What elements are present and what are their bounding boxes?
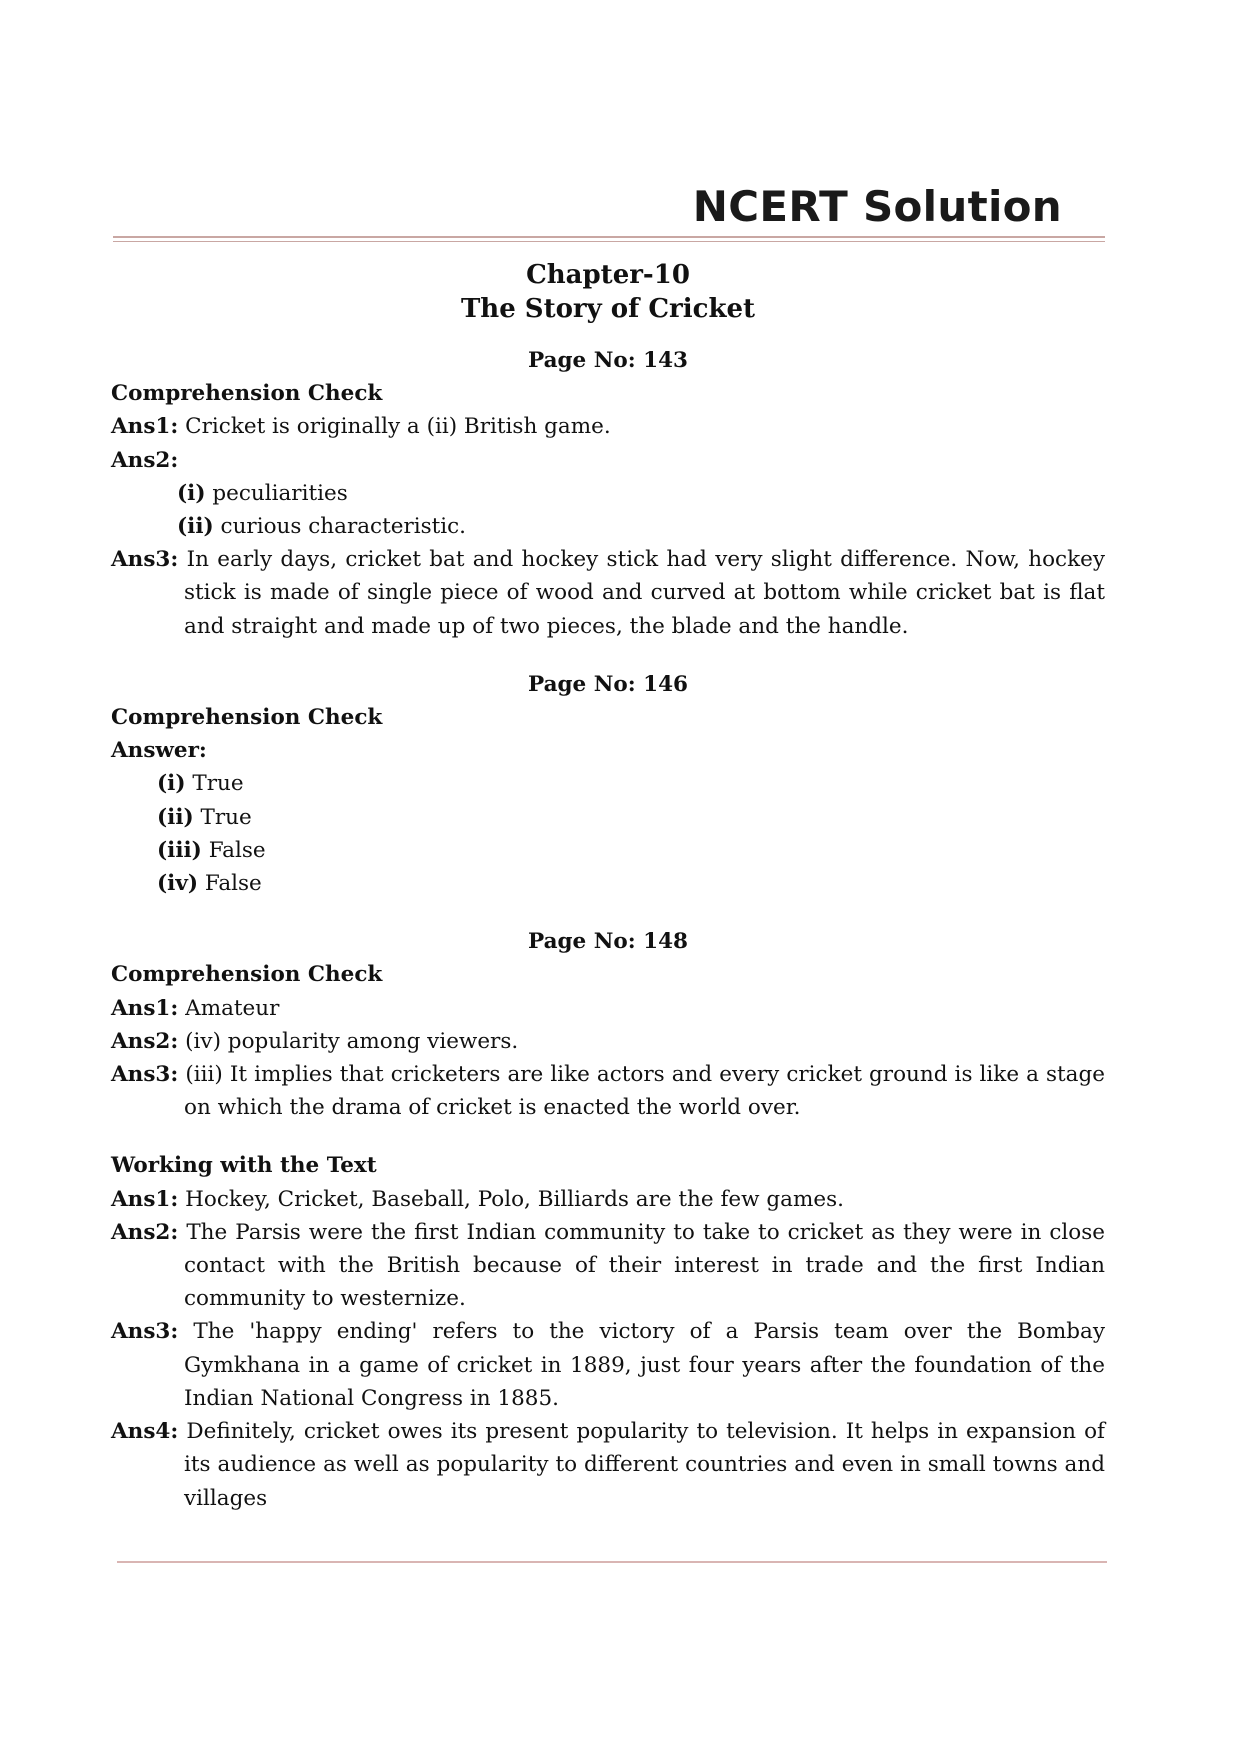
section-heading: Comprehension Check (111, 705, 383, 731)
header-rule (113, 236, 1105, 238)
answer-1 (111, 1183, 1105, 1216)
answer-3 (111, 543, 1105, 643)
item-label: (ii) (157, 804, 194, 830)
answer-label: Ans4: (111, 1419, 179, 1445)
item-text: peculiarities (212, 480, 348, 506)
content (111, 258, 1105, 1515)
item-text: curious characteristic. (220, 514, 467, 540)
list-item (111, 834, 1105, 867)
answer-text: The 'happy ending' refers to the victory of a Parsis team over the Bombay Gymkhana in a game of cricket in 1889, just four years after the foundation of the Indian National Congress in 1885. (184, 1319, 1105, 1411)
list-item (111, 767, 1105, 800)
answer-label: Ans3: (111, 1319, 179, 1345)
item-label: (iv) (157, 871, 199, 897)
answer-4 (111, 1415, 1105, 1515)
item-text: True (192, 771, 244, 797)
page-number-146: Page No: 146 (527, 671, 688, 697)
answer-label: Ans2: (111, 1028, 179, 1054)
section-heading: Comprehension Check (111, 381, 383, 407)
answer-label: Ans1: (111, 414, 179, 440)
answer-text: Definitely, cricket owes its present popularity to television. It helps in expansion of its audience as well as popularity to different countries and even in small towns and villages (184, 1419, 1105, 1511)
answer-label: Ans1: (111, 1186, 179, 1212)
answer-label: Ans2: (111, 1219, 179, 1245)
chapter-number: Chapter-10 (526, 260, 690, 290)
header-rule-thin (113, 241, 1105, 242)
footer-rule (117, 1561, 1107, 1563)
list-item (111, 477, 1105, 510)
item-text: True (200, 804, 252, 830)
section-heading: Working with the Text (111, 1153, 377, 1179)
item-text: False (204, 871, 262, 897)
answer-label: Ans1: (111, 995, 179, 1021)
page-number-143: Page No: 143 (527, 348, 688, 373)
item-label: (i) (177, 480, 206, 506)
answer-label: Ans2: (111, 447, 179, 473)
answer-2 (111, 1216, 1105, 1316)
answer-1 (111, 410, 1105, 443)
list-item (111, 510, 1105, 543)
answer-2 (111, 1025, 1105, 1058)
list-item (111, 867, 1105, 900)
answer-label: Answer: (111, 738, 207, 764)
section-heading: Comprehension Check (111, 962, 383, 988)
item-label: (i) (157, 771, 186, 797)
item-label: (iii) (157, 837, 202, 863)
answer-1 (111, 992, 1105, 1025)
answer-text: Amateur (185, 995, 280, 1021)
item-text: False (208, 837, 266, 863)
answer-text: In early days, cricket bat and hockey stick had very slight difference. Now, hockey stick is made of single piece of wood and curved at bottom while cricket bat is flat and straight and made up of two pieces, the blade and the handle. (184, 547, 1105, 639)
item-label: (ii) (177, 514, 214, 540)
answer-label: Ans3: (111, 547, 179, 573)
answer-text: Hockey, Cricket, Baseball, Polo, Billiards are the few games. (185, 1186, 844, 1212)
answer-3 (111, 1058, 1105, 1124)
list-item (111, 801, 1105, 834)
answer-2 (111, 444, 1105, 477)
answer-label: Ans3: (111, 1062, 179, 1088)
answer-text: The Parsis were the first Indian community to take to cricket as they were in close contact with the British because of their interest in trade and the first Indian community to westernize. (184, 1219, 1105, 1312)
answer-3 (111, 1315, 1105, 1415)
page-number-148: Page No: 148 (527, 929, 688, 955)
chapter-title: The Story of Cricket (460, 294, 756, 324)
answer-text: Cricket is originally a (ii) British game. (185, 414, 611, 440)
answer-text: (iv) popularity among viewers. (185, 1028, 519, 1054)
brand-title: NCERT Solution (692, 182, 1062, 231)
answer-text: (iii) It implies that cricketers are like actors and every cricket ground is like a stage on which the drama of cricket is enacted the world over. (184, 1062, 1105, 1121)
